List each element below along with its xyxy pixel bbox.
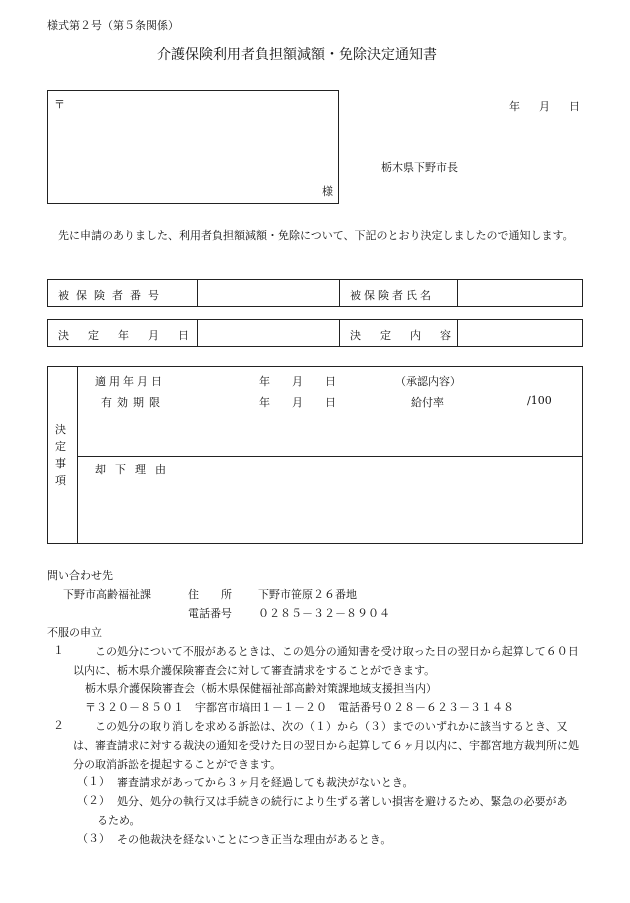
rejection-reason-label: 却下理由	[95, 463, 175, 476]
benefit-rate-suffix: /100	[527, 394, 552, 407]
appeal-item1-text: この処分について不服があるときは、この処分の通知書を受け取った日の翌日から起算して６０日以内に、栃木県介護保険審査会に対して審査請求をすることができます。	[73, 645, 579, 677]
contact-heading: 問い合わせ先	[47, 569, 113, 582]
appeal-sub3-number: （３）	[77, 832, 110, 845]
address-box	[47, 90, 339, 204]
decision-info-row	[47, 319, 583, 347]
insured-info-row	[47, 279, 583, 307]
document-title: 介護保険利用者負担額減額・免除決定通知書	[157, 47, 437, 63]
decision-side-label: 決定事項	[55, 423, 66, 487]
appeal-item1-address: 〒３２０－８５０１ 宇都宮市塙田１－１－２０ 電話番号０２８－６２３－３１４８	[85, 701, 514, 714]
appeal-heading: 不服の申立	[47, 626, 102, 639]
appeal-item2-number: ２	[53, 719, 64, 732]
approval-content-label: （承認内容）	[395, 375, 461, 388]
intro-text: 先に申請のありました、利用者負担額減額・免除について、下記のとおり決定しましたので通知します。	[47, 229, 574, 242]
insured-number-label: 被保険者番号	[58, 289, 166, 302]
issue-date: 年 月 日	[509, 100, 584, 113]
benefit-rate-label: 給付率	[411, 396, 444, 409]
contact-address: 下野市笹原２６番地	[258, 588, 357, 601]
valid-period-label: 有効期限	[101, 396, 165, 409]
valid-period-value: 年 月 日	[259, 396, 336, 409]
appeal-sub1-number: （１）	[77, 775, 110, 788]
form-number: 様式第２号（第５条関係）	[47, 19, 179, 32]
appeal-item1-number: １	[53, 644, 64, 657]
appeal-item1-organization: 栃木県介護保険審査会（栃木県保健福祉部高齢対策課地域支援担当内）	[85, 682, 437, 695]
honorific-suffix: 様	[322, 185, 333, 198]
contact-tel: ０２８５－３２－８９０４	[258, 607, 390, 620]
postal-mark: 〒	[54, 98, 65, 111]
contact-tel-label: 電話番号	[188, 607, 232, 620]
apply-date-value: 年 月 日	[259, 375, 336, 388]
issuer-name: 栃木県下野市長	[381, 161, 458, 174]
insured-name-label: 被保険者氏名	[350, 289, 434, 302]
appeal-item2-text: この処分の取り消しを求める訴訟は、次の（１）から（３）までのいずれかに該当するとき、又は、審査請求に対する裁決の通知を受けた日の翌日から起算して６ヶ月以内に、宇都宮地方裁判所に処分の取消訴訟を提起することができます。	[73, 720, 579, 771]
appeal-sub2-number: （２）	[77, 794, 110, 807]
contact-department: 下野市高齢福祉課	[63, 588, 151, 601]
decision-content-label: 決定内容	[350, 329, 470, 342]
decision-details-box	[47, 366, 583, 544]
appeal-sub1-text: 審査請求があってから３ヶ月を経過しても裁決がないとき。	[117, 776, 414, 789]
appeal-sub3-text: その他裁決を経ないことにつき正当な理由があるとき。	[117, 833, 392, 846]
appeal-sub2-text: 処分、処分の執行又は手続きの続行により生ずる著しい損害を避けるため、緊急の必要があるため。	[97, 795, 568, 827]
apply-date-label: 適用年月日	[95, 375, 165, 388]
contact-address-label: 住 所	[188, 588, 232, 601]
decision-date-label: 決定年月日	[58, 329, 208, 342]
